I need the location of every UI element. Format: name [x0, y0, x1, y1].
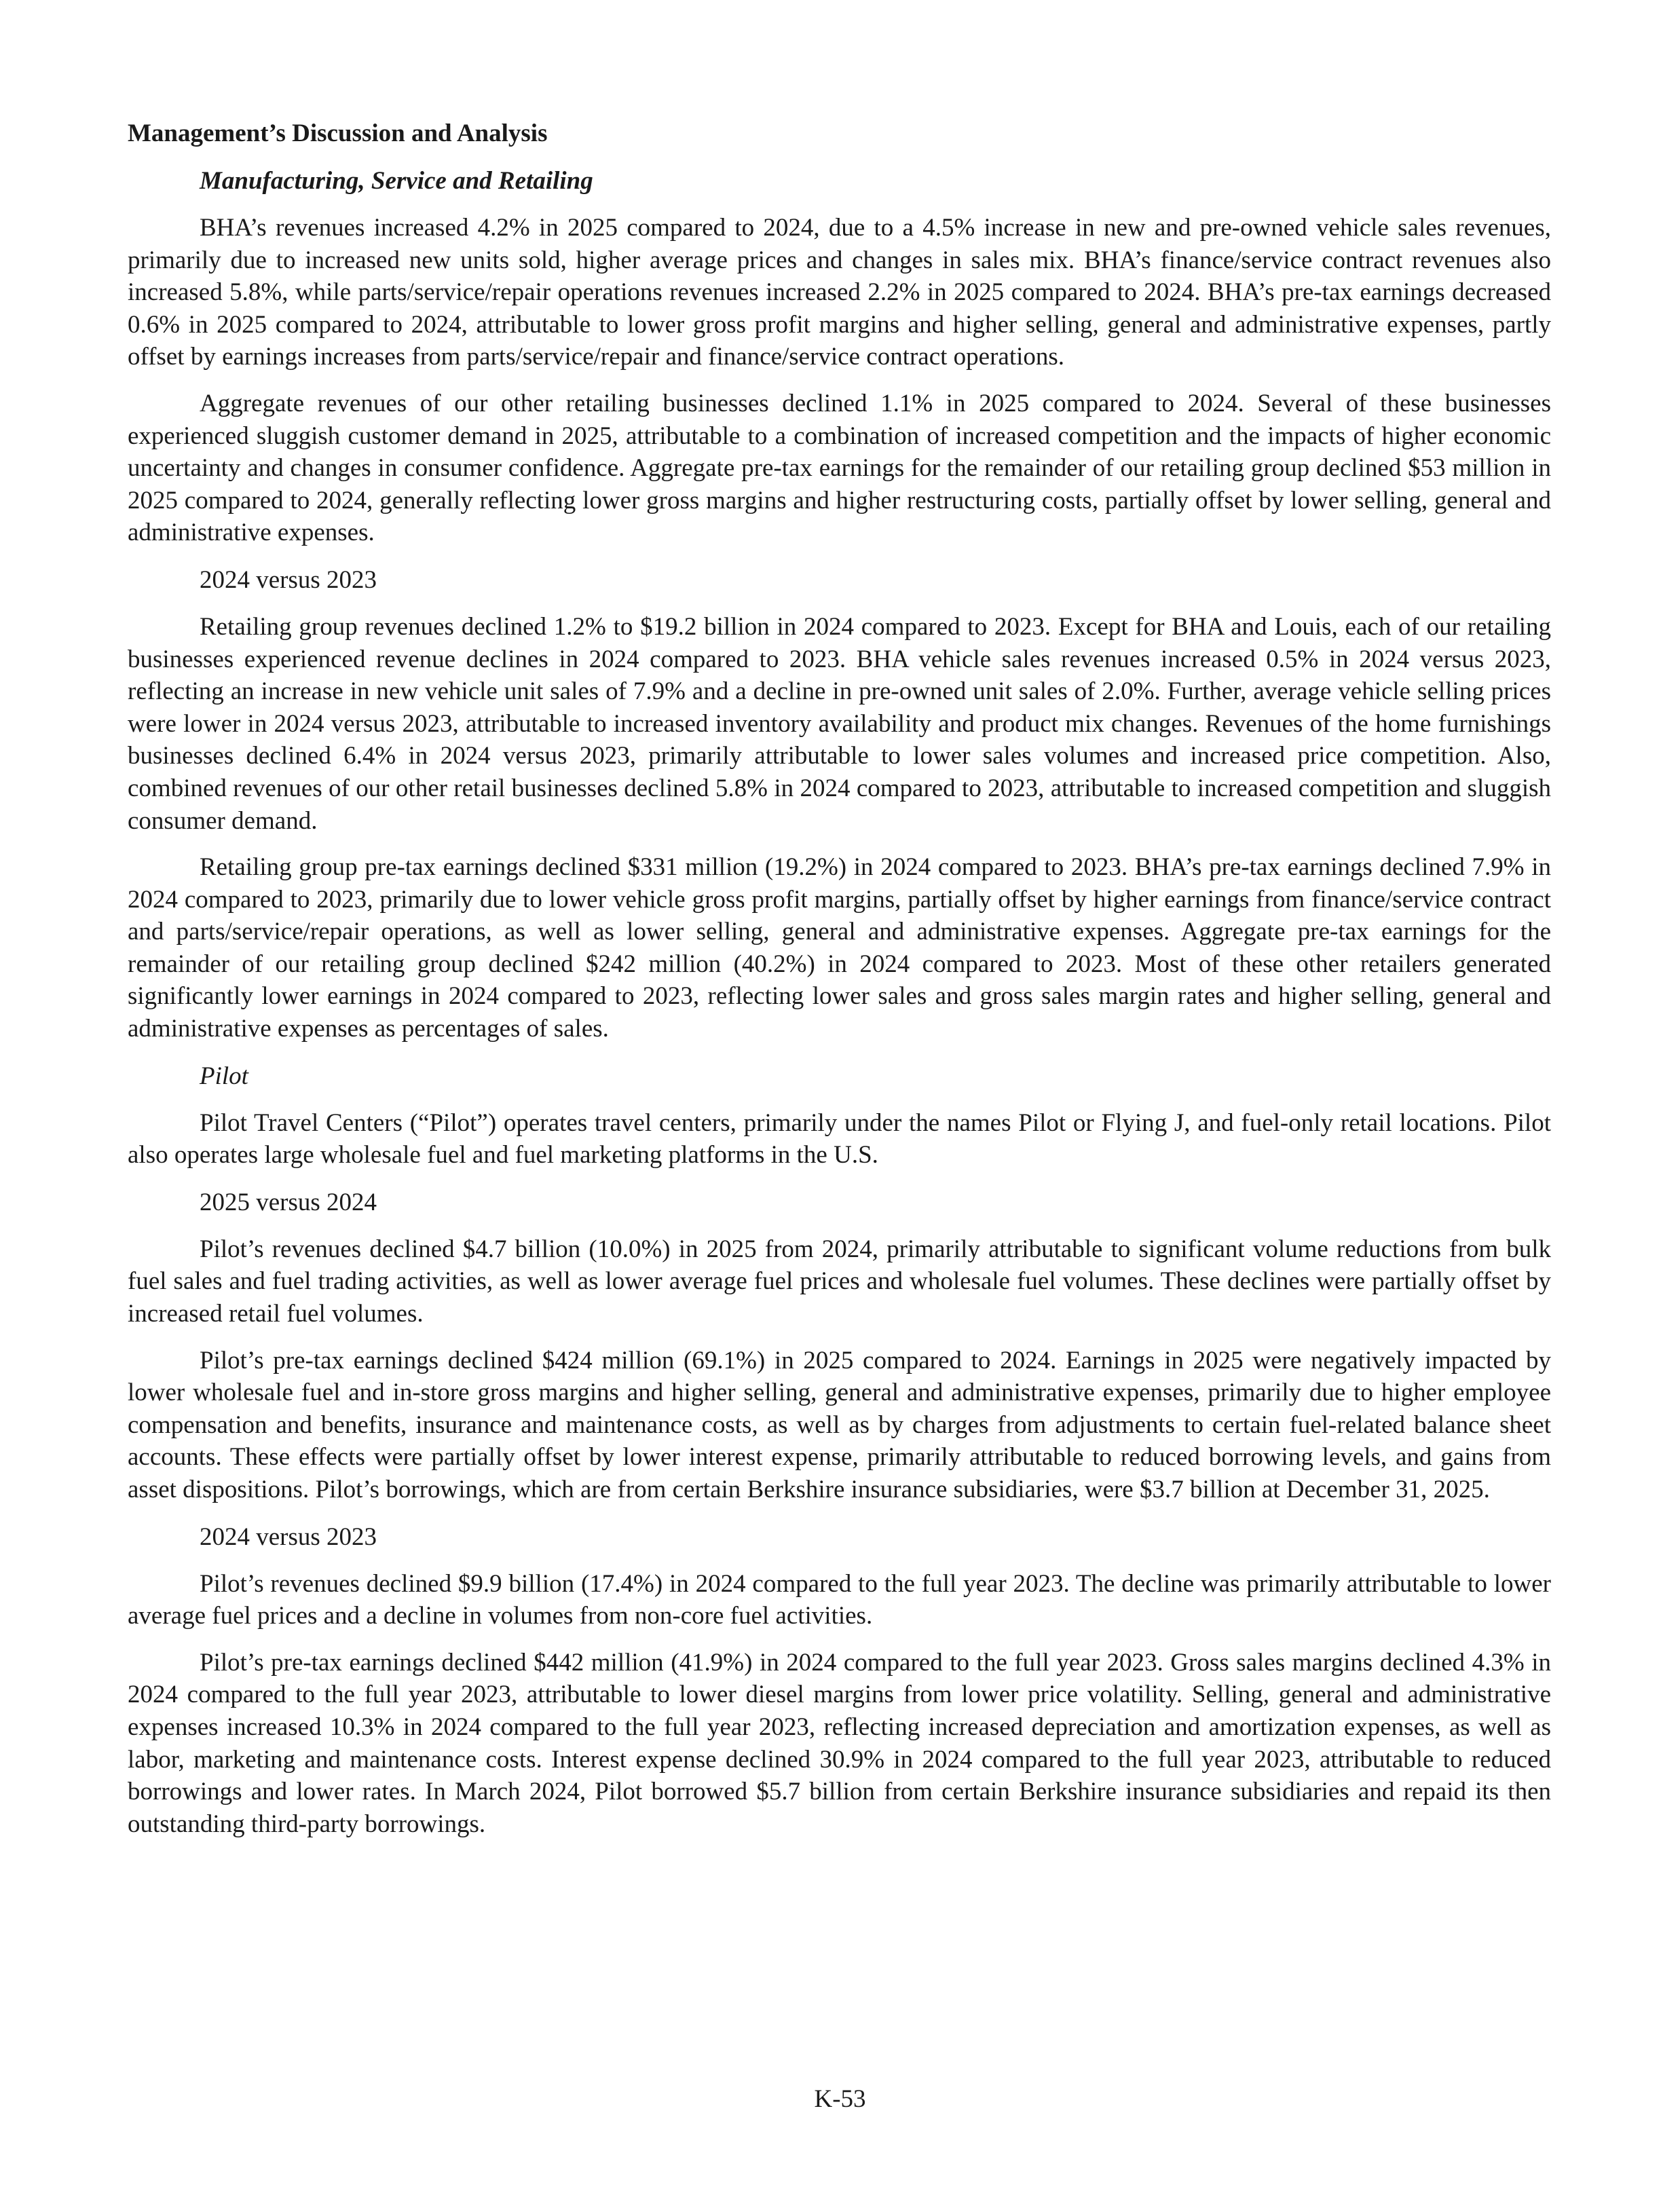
paragraph-bha-2025: BHA’s revenues increased 4.2% in 2025 compared to 2024, due to a 4.5% increase in new and pre-owned vehicle sales revenues, primarily due to increased new units sold, higher average prices and changes in sales mix. BHA’s finance/service contract revenues also increased 5.8%, while parts/service/repair operations revenues increased 2.2% in 2025 compared to 2024. BHA’s pre-tax earnings decreased 0.6% in 2025 compared to 2024, attributable to lower gross profit margins and higher selling, general and administrative expenses, partly offset by earnings increases from parts/service/repair and finance/service contract operations.	[128, 214, 1551, 371]
subsection-label-retail-2024: 2024 versus 2023	[200, 565, 377, 594]
paragraph-pilot-revenues-2024: Pilot’s revenues declined $9.9 billion (17.4%) in 2024 compared to the full year 2023. The decline was primarily attributable to lower average fuel prices and a decline in volumes from non-core fuel activities.	[128, 1569, 1551, 1630]
paragraph-retail-earnings-2024: Retailing group pre-tax earnings declined $331 million (19.2%) in 2024 compared to 2023. BHA’s pre-tax earnings declined 7.9% in 2024 compared to 2023, primarily due to lower vehicle gross profit margins, partially offset by higher earnings from finance/service contract and parts/service/repair operations, as well as lower selling, general and administrative expenses. Aggregate pre-tax earnings for the remainder of our retailing group declined $242 million (40.2%) in 2024 compared to 2023. Most of these other retailers generated significantly lower earnings in 2024 compared to 2023, reflecting lower sales and gross sales margin rates and higher selling, general and administrative expenses as percentages of sales.	[128, 853, 1551, 1043]
paragraph-pilot-revenues-2025: Pilot’s revenues declined $4.7 billion (10.0%) in 2025 from 2024, primarily attributable to significant volume reductions from bulk fuel sales and fuel trading activities, as well as lower average fuel prices and wholesale fuel volumes. These declines were partially offset by increased retail fuel volumes.	[128, 1235, 1551, 1328]
section-title: Manufacturing, Service and Retailing	[200, 167, 593, 195]
paragraph-pilot-intro: Pilot Travel Centers (“Pilot”) operates travel centers, primarily under the names Pilot or Flying J, and fuel-only retail locations. Pilot also operates large wholesale fuel and fuel marketing platforms in the U.S.	[128, 1108, 1551, 1170]
document-body	[128, 117, 1551, 1854]
subsection-label-pilot-2025: 2025 versus 2024	[200, 1188, 377, 1216]
subsection-label-pilot-2024: 2024 versus 2023	[200, 1522, 377, 1551]
paragraph-pilot-earnings-2025: Pilot’s pre-tax earnings declined $424 million (69.1%) in 2025 compared to 2024. Earnings in 2025 were negatively impacted by lower wholesale fuel and in-store gross margins and higher selling, general and administrative expenses, primarily due to higher employee compensation and benefits, insurance and maintenance costs, as well as by charges from adjustments to certain fuel-related balance sheet accounts. These effects were partially offset by lower interest expense, primarily attributable to reduced borrowing levels, and gains from asset dispositions. Pilot’s borrowings, which are from certain Berkshire insurance subsidiaries, were $3.7 billion at December 31, 2025.	[128, 1346, 1551, 1503]
paragraph-other-retail-2025: Aggregate revenues of our other retailing businesses declined 1.1% in 2025 compared to 2024. Several of these businesses experienced sluggish customer demand in 2025, attributable to a combination of increased competition and the impacts of higher economic uncertainty and changes in consumer confidence. Aggregate pre-tax earnings for the remainder of our retailing group declined $53 million in 2025 compared to 2024, generally reflecting lower gross margins and higher restructuring costs, partially offset by lower selling, general and administrative expenses.	[128, 389, 1551, 547]
paragraph-retail-revenues-2024: Retailing group revenues declined 1.2% to $19.2 billion in 2024 compared to 2023. Except for BHA and Louis, each of our retailing businesses experienced revenue declines in 2024 compared to 2023. BHA vehicle sales revenues increased 0.5% in 2024 versus 2023, reflecting an increase in new vehicle unit sales of 7.9% and a decline in pre-owned unit sales of 2.0%. Further, average vehicle selling prices were lower in 2024 versus 2023, attributable to increased inventory availability and product mix changes. Revenues of the home furnishings businesses declined 6.4% in 2024 versus 2023, primarily attributable to lower sales volumes and increased price competition. Also, combined revenues of our other retail businesses declined 5.8% in 2024 compared to 2023, attributable to increased competition and sluggish consumer demand.	[128, 612, 1551, 835]
pilot-section-title: Pilot	[200, 1062, 248, 1090]
paragraph-pilot-earnings-2024: Pilot’s pre-tax earnings declined $442 million (41.9%) in 2024 compared to the full year 2023. Gross sales margins declined 4.3% in 2024 compared to the full year 2023, attributable to lower diesel margins from lower price volatility. Selling, general and administrative expenses increased 10.3% in 2024 compared to the full year 2023, reflecting increased depreciation and amortization expenses, as well as labor, marketing and maintenance costs. Interest expense declined 30.9% in 2024 compared to the full year 2023, attributable to reduced borrowings and lower rates. In March 2024, Pilot borrowed $5.7 billion from certain Berkshire insurance subsidiaries and repaid its then outstanding third-party borrowings.	[128, 1648, 1551, 1838]
page-heading: Management’s Discussion and Analysis	[128, 119, 548, 147]
page-number: K-53	[814, 2085, 866, 2113]
